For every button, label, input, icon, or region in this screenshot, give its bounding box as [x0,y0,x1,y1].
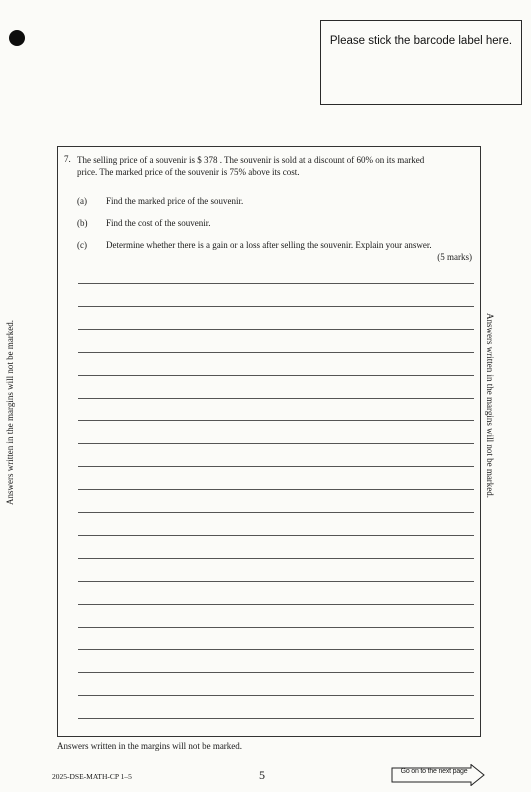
answer-line [78,398,474,399]
answer-line [78,695,474,696]
answer-line [78,627,474,628]
question-stem-line-1: The selling price of a souvenir is $ 378 . The souvenir is sold at a discount of 60% on its marked [77,155,425,165]
answer-line [78,283,474,284]
part-a-text: Find the marked price of the souvenir. [106,196,244,206]
answer-line [78,352,474,353]
barcode-label-box [320,20,522,105]
answer-line [78,329,474,330]
answer-line [78,672,474,673]
right-margin-notice: Answers written in the margins will not be marked. [485,313,495,499]
question-number: 7. [64,154,71,164]
answer-line [78,535,474,536]
part-a-label: (a) [77,196,87,206]
answer-line [78,558,474,559]
answer-line [78,489,474,490]
question-stem [77,154,477,178]
question-stem-line-2: price. The marked price of the souvenir is 75% above its cost. [77,167,300,177]
paper-code: 2025-DSE-MATH-CP 1–5 [52,772,132,781]
bottom-margin-notice: Answers written in the margins will not be marked. [57,741,243,751]
part-b-label: (b) [77,218,88,228]
answer-line [78,375,474,376]
question-box [57,146,481,737]
answer-line [78,604,474,605]
answer-line [78,718,474,719]
marks-allocation: (5 marks) [437,252,472,262]
answer-line [78,306,474,307]
answer-line [78,466,474,467]
part-c-text: Determine whether there is a gain or a loss after selling the souvenir. Explain your answer. [106,240,432,250]
left-margin-notice: Answers written in the margins will not be marked. [5,319,15,505]
barcode-instruction: Please stick the barcode label here. [329,35,513,47]
part-b-text: Find the cost of the souvenir. [106,218,211,228]
answer-line [78,649,474,650]
answer-line [78,581,474,582]
part-c-label: (c) [77,240,87,250]
page-number: 5 [259,768,265,782]
go-on-label: Go on to the next page [400,768,468,775]
answer-line [78,443,474,444]
answer-line [78,512,474,513]
answer-line [78,420,474,421]
registration-mark [9,30,25,46]
